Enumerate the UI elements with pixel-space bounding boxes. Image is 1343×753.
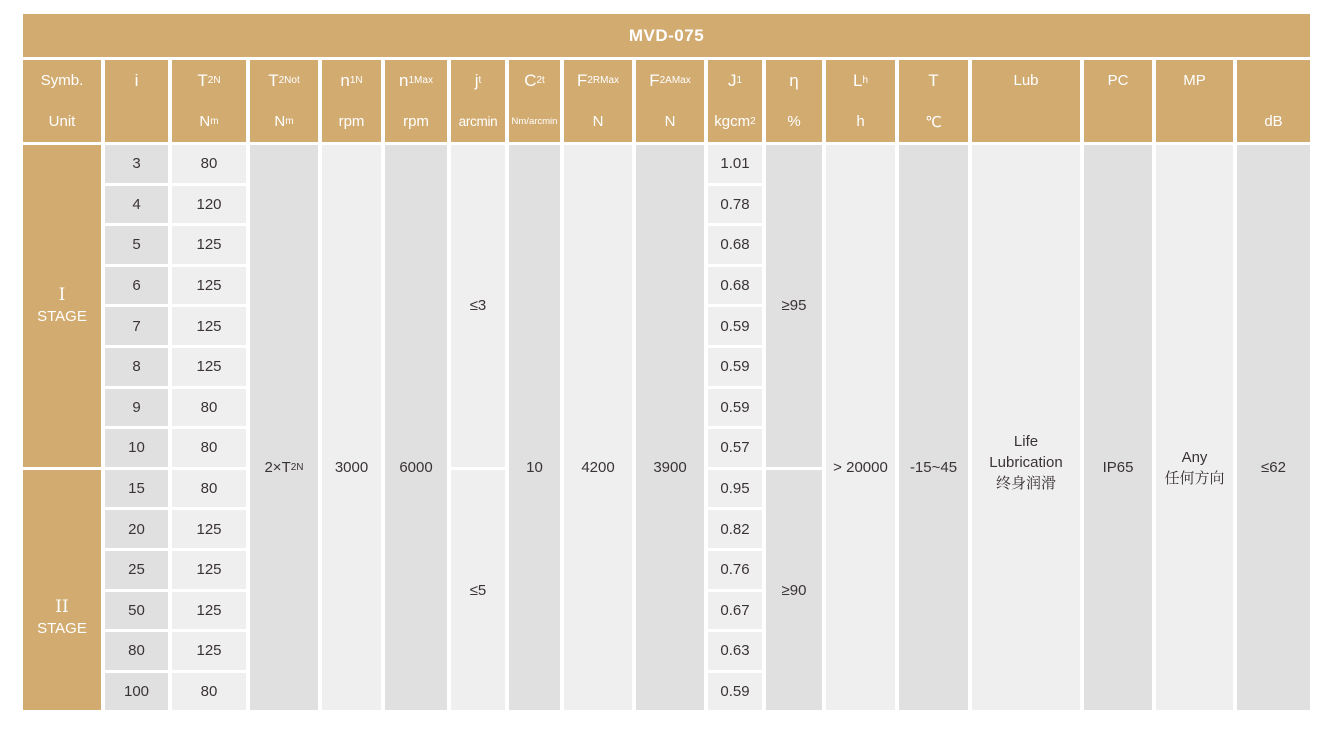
cell-i: 4 bbox=[105, 186, 168, 224]
cell-i: 50 bbox=[105, 592, 168, 630]
cell-eta-stage1: ≥95 bbox=[766, 145, 822, 467]
cell-t2n: 80 bbox=[172, 389, 246, 427]
cell-j1: 0.63 bbox=[708, 632, 762, 670]
cell-t2n: 125 bbox=[172, 592, 246, 630]
cell-i: 10 bbox=[105, 429, 168, 467]
col-header-pc: PC bbox=[1084, 60, 1152, 142]
cell-f2rmax-merged: 4200 bbox=[564, 145, 632, 710]
col-header-t2not: T 2Not N m bbox=[250, 60, 318, 142]
col-header-db: dB bbox=[1237, 60, 1310, 142]
cell-j1: 0.68 bbox=[708, 226, 762, 264]
cell-temp-merged: -15~45 bbox=[899, 145, 968, 710]
cell-n1max-merged: 6000 bbox=[385, 145, 447, 710]
cell-i: 20 bbox=[105, 510, 168, 548]
col-header-mp: MP bbox=[1156, 60, 1233, 142]
cell-eta-stage2: ≥90 bbox=[766, 470, 822, 711]
table-title: MVD-075 bbox=[23, 14, 1310, 57]
col-header-f2amax: F 2AMax N bbox=[636, 60, 704, 142]
col-header-i: i bbox=[105, 60, 168, 142]
col-header-n1max: n 1Max rpm bbox=[385, 60, 447, 142]
col-header-t2n: T 2N N m bbox=[172, 60, 246, 142]
cell-t2n: 80 bbox=[172, 429, 246, 467]
col-header-symb-unit bbox=[23, 60, 101, 142]
col-header-jt: j t arcmin bbox=[451, 60, 505, 142]
cell-t2not-merged: 2×T 2N bbox=[250, 145, 318, 710]
cell-t2n: 80 bbox=[172, 673, 246, 711]
cell-lub-merged: Life Lubrication 终身润滑 bbox=[972, 145, 1080, 710]
cell-j1: 0.59 bbox=[708, 307, 762, 345]
col-header-lub: Lub bbox=[972, 60, 1080, 142]
cell-c2t-merged: 10 bbox=[509, 145, 560, 710]
cell-t2n: 125 bbox=[172, 348, 246, 386]
cell-t2n: 80 bbox=[172, 145, 246, 183]
cell-t2n: 125 bbox=[172, 551, 246, 589]
cell-j1: 0.68 bbox=[708, 267, 762, 305]
symb-label: Symb. bbox=[40, 72, 84, 89]
cell-j1: 0.59 bbox=[708, 348, 762, 386]
col-header-c2t: C 2t Nm/arcmin bbox=[509, 60, 560, 142]
cell-j1: 0.57 bbox=[708, 429, 762, 467]
cell-lh-merged: > 20000 bbox=[826, 145, 895, 710]
cell-i: 25 bbox=[105, 551, 168, 589]
cell-t2n: 125 bbox=[172, 632, 246, 670]
cell-j1: 0.78 bbox=[708, 186, 762, 224]
cell-j1: 0.59 bbox=[708, 673, 762, 711]
col-header-j1: J 1 kgcm 2 bbox=[708, 60, 762, 142]
cell-i: 80 bbox=[105, 632, 168, 670]
cell-t2n: 120 bbox=[172, 186, 246, 224]
col-header-f2rmax: F 2RMax N bbox=[564, 60, 632, 142]
cell-j1: 0.76 bbox=[708, 551, 762, 589]
cell-j1: 1.01 bbox=[708, 145, 762, 183]
cell-i: 15 bbox=[105, 470, 168, 508]
cell-j1: 0.67 bbox=[708, 592, 762, 630]
cell-db-merged: ≤62 bbox=[1237, 145, 1310, 710]
cell-t2n: 125 bbox=[172, 226, 246, 264]
spec-table bbox=[23, 14, 1310, 710]
cell-i: 9 bbox=[105, 389, 168, 427]
col-header-n1n: n 1N rpm bbox=[322, 60, 381, 142]
cell-pc-merged: IP65 bbox=[1084, 145, 1152, 710]
unit-label: Unit bbox=[48, 113, 76, 130]
col-header-eta: η % bbox=[766, 60, 822, 142]
cell-t2n: 125 bbox=[172, 267, 246, 305]
cell-i: 100 bbox=[105, 673, 168, 711]
cell-t2n: 125 bbox=[172, 510, 246, 548]
cell-i: 5 bbox=[105, 226, 168, 264]
cell-jt-stage1: ≤3 bbox=[451, 145, 505, 467]
cell-mp-merged: Any 任何方向 bbox=[1156, 145, 1233, 710]
page bbox=[0, 14, 1343, 753]
cell-n1n-merged: 3000 bbox=[322, 145, 381, 710]
cell-i: 6 bbox=[105, 267, 168, 305]
cell-i: 7 bbox=[105, 307, 168, 345]
col-header-lh: L h h bbox=[826, 60, 895, 142]
cell-j1: 0.82 bbox=[708, 510, 762, 548]
col-header-t: T ℃ bbox=[899, 60, 968, 142]
cell-f2amax-merged: 3900 bbox=[636, 145, 704, 710]
cell-t2n: 80 bbox=[172, 470, 246, 508]
cell-t2n: 125 bbox=[172, 307, 246, 345]
cell-j1: 0.59 bbox=[708, 389, 762, 427]
cell-jt-stage2: ≤5 bbox=[451, 470, 505, 711]
stage-1-cell: I STAGE bbox=[23, 145, 101, 467]
stage-2-cell: II STAGE bbox=[23, 470, 101, 711]
cell-j1: 0.95 bbox=[708, 470, 762, 508]
cell-i: 8 bbox=[105, 348, 168, 386]
cell-i: 3 bbox=[105, 145, 168, 183]
